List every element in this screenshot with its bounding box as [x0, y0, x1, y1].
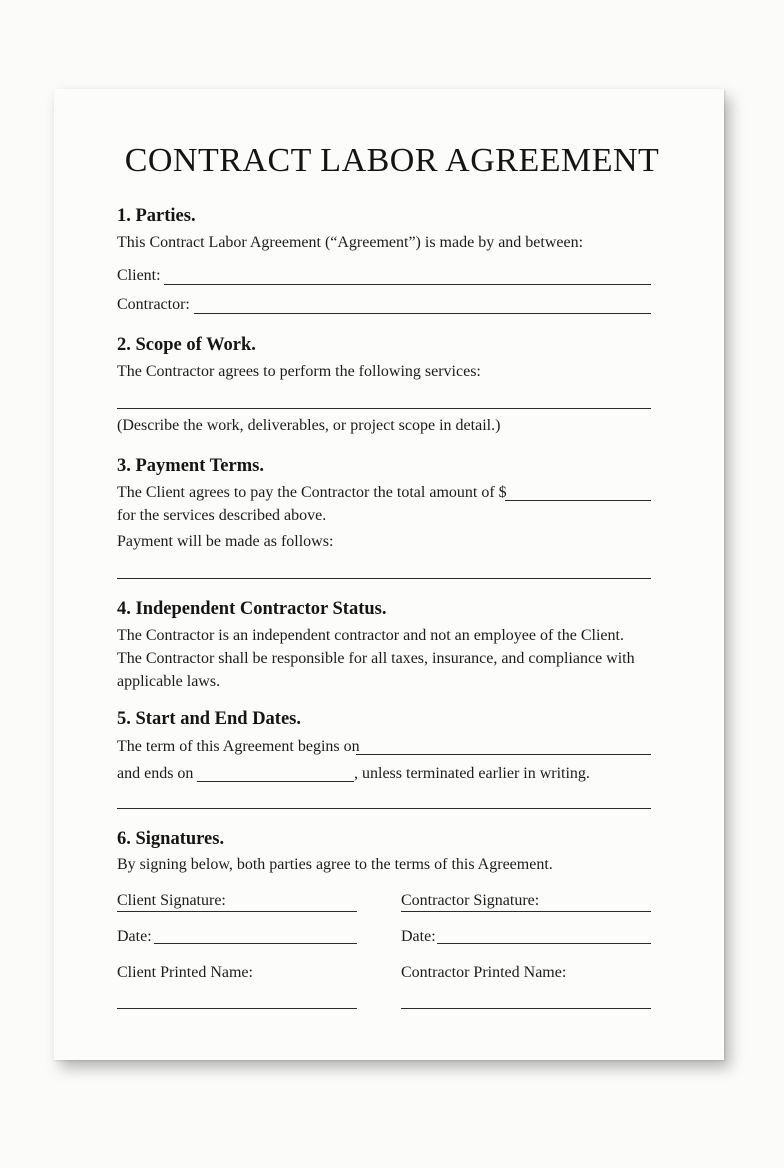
section-4-line-1: The Contractor is an independent contractor and not an employee of the Client. [117, 627, 624, 644]
contractor-label: Contractor: [117, 296, 190, 313]
client-printed-name-field-line[interactable] [117, 1008, 357, 1009]
client-name-field-line[interactable] [164, 284, 651, 285]
section-3-heading: 3. Payment Terms. [117, 456, 264, 476]
section-6-heading: 6. Signatures. [117, 829, 225, 849]
contractor-name-field-line[interactable] [194, 313, 651, 314]
start-date-field-line[interactable] [356, 754, 651, 755]
client-signature-field-line[interactable] [117, 911, 357, 912]
start-date-text: The term of this Agreement begins on [117, 738, 360, 755]
section-4-heading: 4. Independent Contractor Status. [117, 599, 387, 619]
section-2-note: (Describe the work, deliverables, or project scope in detail.) [117, 417, 501, 434]
payment-amount-text: The Client agrees to pay the Contractor the total amount of $ [117, 484, 507, 501]
section-5-heading: 5. Start and End Dates. [117, 709, 301, 729]
contractor-signature-field-line[interactable] [401, 911, 651, 912]
section-2-heading: 2. Scope of Work. [117, 335, 256, 355]
contractor-date-field-line[interactable] [437, 943, 651, 944]
section-5-extra-line[interactable] [117, 808, 651, 809]
end-date-suffix-text: , unless terminated earlier in writing. [354, 765, 590, 782]
client-date-label: Date: [117, 928, 152, 945]
section-1-heading: 1. Parties. [117, 206, 196, 226]
end-date-field-line[interactable] [197, 781, 354, 782]
section-4-line-3: applicable laws. [117, 673, 221, 690]
contractor-date-label: Date: [401, 928, 436, 945]
document-title: CONTRACT LABOR AGREEMENT [124, 142, 660, 179]
contractor-signature-label: Contractor Signature: [401, 892, 540, 909]
client-printed-name-label: Client Printed Name: [117, 964, 253, 981]
payment-services-text: for the services described above. [117, 507, 327, 524]
client-label: Client: [117, 267, 161, 284]
end-date-text: and ends on [117, 765, 194, 782]
client-date-field-line[interactable] [154, 943, 357, 944]
payment-method-field-line[interactable] [117, 578, 651, 579]
payment-method-label: Payment will be made as follows: [117, 533, 334, 550]
scope-of-work-field-line[interactable] [117, 408, 651, 409]
section-4-line-2: The Contractor shall be responsible for all taxes, insurance, and compliance with [117, 650, 635, 667]
contractor-printed-name-label: Contractor Printed Name: [401, 964, 567, 981]
section-2-intro: The Contractor agrees to perform the following services: [117, 363, 481, 380]
section-1-intro: This Contract Labor Agreement (“Agreement”) is made by and between: [117, 234, 584, 251]
contractor-printed-name-field-line[interactable] [401, 1008, 651, 1009]
payment-amount-field-line[interactable] [505, 500, 651, 501]
client-signature-label: Client Signature: [117, 892, 226, 909]
section-6-intro: By signing below, both parties agree to the terms of this Agreement. [117, 856, 553, 873]
